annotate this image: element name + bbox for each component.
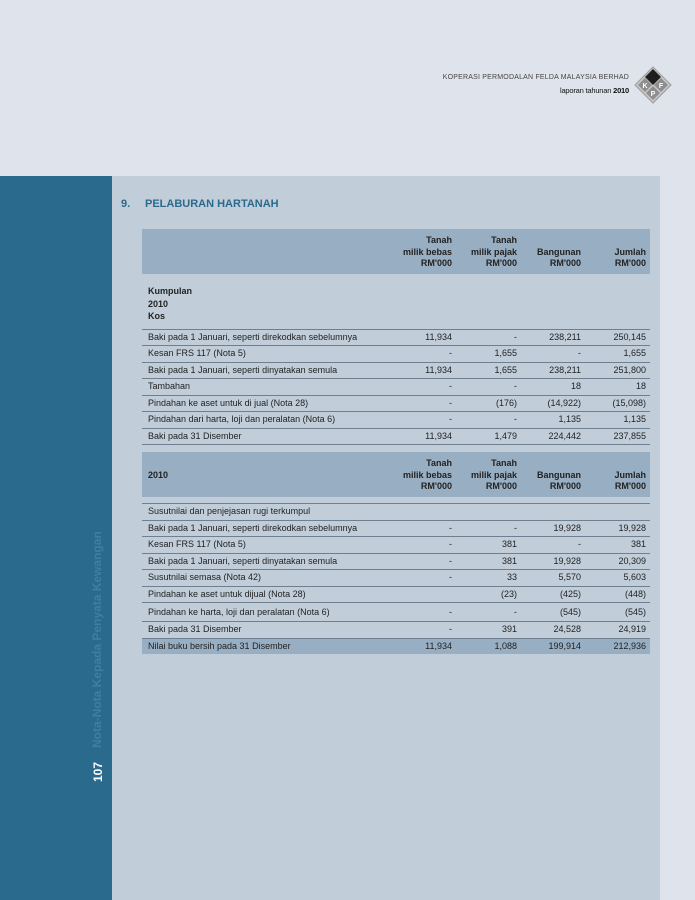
page-number: 107: [91, 761, 105, 782]
cell-freehold: -: [449, 381, 452, 391]
table-row: [142, 412, 650, 429]
sidebar-section-label: Nota-Nota Kepada Penyata Kewangan: [90, 531, 104, 748]
col-header-leasehold: Tanah milik pajak RM'000: [470, 235, 517, 268]
report-prefix: laporan tahunan: [560, 86, 614, 95]
table-row: [142, 622, 650, 639]
cell-leasehold: -: [514, 522, 517, 533]
row-label: Baki pada 1 Januari, seperti dinyatakan semula: [148, 555, 338, 566]
table-total-row: [142, 639, 650, 655]
cell-freehold: -: [449, 414, 452, 424]
cell-building: 1,135: [558, 414, 581, 424]
table-row: [142, 554, 650, 571]
section-number: 9.: [121, 198, 131, 210]
row-label: Pindahan ke aset untuk dijual (Nota 28): [148, 588, 306, 599]
cell-leasehold: 1,655: [494, 364, 517, 375]
cell-freehold: -: [449, 397, 452, 408]
row-label: Pindahan dari harta, loji dan peralatan (Nota 6): [148, 414, 336, 424]
cell-building: 19,928: [553, 522, 581, 533]
cell-leasehold: 1,655: [494, 348, 517, 358]
cell-freehold: 11,934: [425, 430, 452, 441]
table-row: [142, 379, 650, 396]
row-label: Nilai buku bersih pada 31 Disember: [148, 640, 291, 651]
cell-freehold: 11,934: [425, 331, 452, 342]
kpf-logo-icon: [634, 66, 672, 104]
cell-building: -: [578, 539, 581, 549]
table-cost-rows: [142, 329, 650, 446]
cell-building: (545): [559, 607, 581, 617]
table-row: [142, 603, 650, 622]
cell-total: (15,098): [612, 397, 646, 408]
col-header-total: Jumlah RM'000: [614, 246, 646, 268]
logo-letter-k: K: [642, 83, 648, 90]
header-report-title: [560, 86, 629, 95]
cell-freehold: -: [449, 607, 452, 617]
cell-leasehold: (176): [495, 397, 517, 408]
cell-total: 19,928: [618, 522, 646, 533]
cell-total: (448): [624, 588, 646, 599]
cell-freehold: -: [449, 522, 452, 533]
cell-total: 24,919: [618, 624, 646, 634]
cell-total: 237,855: [613, 430, 646, 441]
table-row: [142, 363, 650, 380]
table-header: [142, 229, 650, 274]
cell-leasehold: 381: [501, 539, 517, 549]
cell-building: (425): [559, 588, 581, 599]
cell-leasehold: -: [514, 381, 517, 391]
cell-freehold: -: [449, 572, 452, 582]
group-labels: [142, 274, 650, 329]
table-row: [142, 396, 650, 413]
cell-total: 212,936: [613, 640, 646, 651]
table-header-year: 2010: [148, 469, 169, 480]
table-row: [142, 346, 650, 363]
cell-building: 224,442: [548, 430, 581, 441]
table-cost: [142, 229, 650, 445]
table-row: [142, 429, 650, 446]
row-label: Kesan FRS 117 (Nota 5): [148, 348, 246, 358]
cell-total: 251,800: [613, 364, 646, 375]
cell-building: 18: [570, 381, 581, 391]
cell-freehold: -: [449, 555, 452, 566]
cell-building: 19,928: [553, 555, 581, 566]
row-label: Baki pada 1 Januari, seperti direkodkan sebelumnya: [148, 522, 358, 533]
row-label: Kesan FRS 117 (Nota 5): [148, 539, 246, 549]
cell-total: 1,135: [623, 414, 646, 424]
cell-freehold: -: [449, 348, 452, 358]
col-header-freehold: Tanah milik bebas RM'000: [402, 235, 452, 268]
cell-building: 199,914: [548, 640, 581, 651]
cell-building: -: [578, 348, 581, 358]
row-label: Baki pada 31 Disember: [148, 430, 242, 441]
row-label: Tambahan: [148, 381, 191, 391]
cell-leasehold: 33: [506, 572, 517, 582]
section-heading: [121, 198, 279, 210]
row-label: Baki pada 31 Disember: [148, 624, 242, 634]
header-organization: KOPERASI PERMODALAN FELDA MALAYSIA BERHAD: [442, 74, 629, 81]
cell-total: 18: [635, 381, 646, 391]
row-label: Baki pada 1 Januari, seperti direkodkan sebelumnya: [148, 331, 358, 342]
cell-leasehold: -: [514, 331, 517, 342]
cell-building: 5,570: [558, 572, 581, 582]
table-row: [142, 329, 650, 347]
cell-leasehold: -: [514, 607, 517, 617]
cell-freehold: -: [449, 539, 452, 549]
cell-leasehold: 1,479: [494, 430, 517, 441]
table-row: [142, 521, 650, 538]
col-header-building: Bangunan RM'000: [537, 469, 581, 491]
col-header-freehold: Tanah milik bebas RM'000: [402, 458, 452, 491]
col-header-leasehold: Tanah milik pajak RM'000: [470, 458, 517, 491]
cell-freehold: -: [449, 624, 452, 634]
cell-total: 5,603: [623, 572, 646, 582]
cell-building: 238,211: [549, 331, 581, 342]
group-label-kumpulan: Kumpulan: [148, 286, 192, 296]
logo-letter-f: F: [658, 83, 664, 90]
cell-leasehold: 1,088: [494, 640, 517, 651]
cell-leasehold: -: [514, 414, 517, 424]
cell-building: (14,922): [547, 397, 581, 408]
table-row: [142, 587, 650, 604]
cell-total: 20,309: [618, 555, 646, 566]
report-year: 2010: [613, 86, 629, 95]
table-row: [142, 570, 650, 587]
cell-leasehold: 391: [501, 624, 517, 634]
group-label-kos: Kos: [148, 311, 166, 321]
table-depreciation: [142, 452, 650, 654]
cell-total: 381: [630, 539, 646, 549]
cell-freehold: 11,934: [425, 364, 452, 375]
row-label: Pindahan ke aset untuk di jual (Nota 28): [148, 397, 309, 408]
table-section-row: [142, 503, 650, 521]
row-label: Pindahan ke harta, loji dan peralatan (Nota 6): [148, 607, 330, 617]
cell-total: 250,145: [613, 331, 646, 342]
cell-freehold: 11,934: [425, 640, 452, 651]
col-header-building: Bangunan RM'000: [537, 246, 581, 268]
table-header: [142, 452, 650, 497]
row-label: Baki pada 1 Januari, seperti dinyatakan semula: [148, 364, 338, 375]
col-header-total: Jumlah RM'000: [614, 469, 646, 491]
cell-building: 238,211: [549, 364, 581, 375]
section-title: PELABURAN HARTANAH: [145, 198, 279, 210]
cell-leasehold: (23): [500, 588, 517, 599]
cell-leasehold: 381: [501, 555, 517, 566]
cell-total: 1,655: [623, 348, 646, 358]
row-label: Susutnilai dan penjejasan rugi terkumpul: [148, 506, 311, 516]
cell-total: (545): [624, 607, 646, 617]
content-panel: [112, 176, 660, 900]
logo-letter-p: P: [650, 91, 656, 98]
table-depreciation-rows: [142, 521, 650, 639]
group-label-year: 2010: [148, 298, 169, 309]
row-label: Susutnilai semasa (Nota 42): [148, 572, 262, 582]
table-row: [142, 537, 650, 554]
cell-building: 24,528: [553, 624, 581, 634]
